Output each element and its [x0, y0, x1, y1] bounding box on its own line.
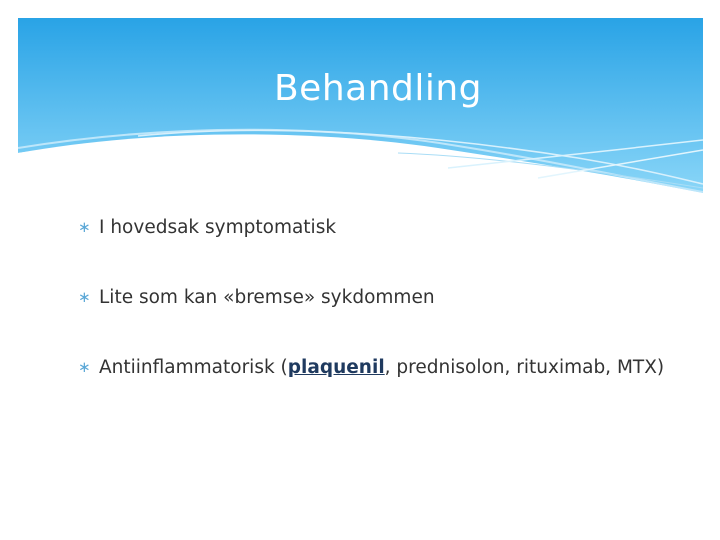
header-banner — [18, 18, 703, 198]
bullet-list — [78, 215, 668, 380]
bullet-text-prefix: Antiinflammatorisk ( — [99, 357, 288, 378]
bullet-text: Lite som kan «bremse» sykdommen — [99, 287, 435, 308]
plaquenil-link[interactable]: plaquenil — [287, 357, 385, 378]
asterisk-icon: ∗ — [78, 218, 91, 236]
slide-title: Behandling — [273, 68, 483, 109]
bullet-item-slow-disease — [78, 285, 668, 310]
asterisk-icon: ∗ — [78, 358, 91, 376]
bullet-text: I hovedsak symptomatisk — [99, 217, 337, 238]
bullet-text-suffix: , prednisolon, rituximab, MTX) — [384, 357, 665, 378]
bullet-item-symptomatic — [78, 215, 668, 240]
bullet-item-anti-inflammatory — [78, 355, 668, 380]
asterisk-icon: ∗ — [78, 288, 91, 306]
